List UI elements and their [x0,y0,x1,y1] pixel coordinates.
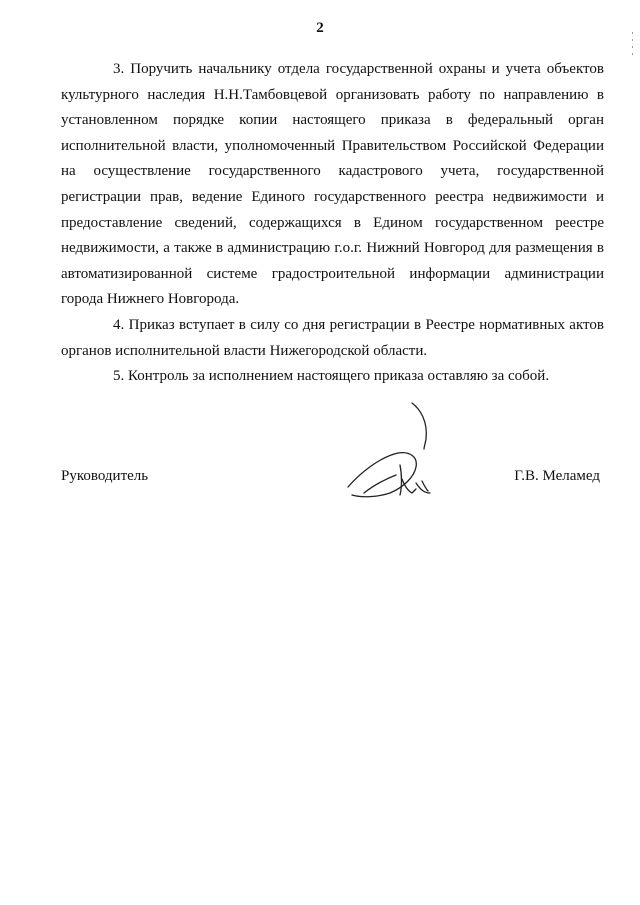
page-number: 2 [316,20,324,36]
paragraph-4: 4. Приказ вступает в силу со дня регистрации в Реестре нормативных актов органов исполнительной власти Нижегородской области. [61,316,604,359]
signer-name: Г.В. Меламед [514,468,600,484]
signer-position: Руководитель [61,468,149,484]
paragraph-5: 5. Контроль за исполнением настоящего приказа оставляю за собой. [113,368,550,385]
signature-row [61,468,604,492]
paragraph-3: 3. Поручить начальнику отдела государственной охраны и учета объектов культурного наследия Н.Н.Тамбовцевой организовать работу по направлению в установленном порядке копии настоящего приказа в федеральный орган исполнительной власти, уполномоченный Правительством Российской Федерации на осуществление государственного кадастрового учета, государственной регистрации прав, ведение Единого государственного реестра недвижимости и предоставление сведений, содержащихся в Едином государственном реестре недвижимости, а также в администрацию г.о.г. Нижний Новгород для размещения в автоматизированной системе градостроительной информации администрации города Нижнего Новгорода. [61,61,604,308]
scan-artifact [632,32,634,56]
document-body [61,57,604,390]
handwritten-signature [340,395,450,510]
